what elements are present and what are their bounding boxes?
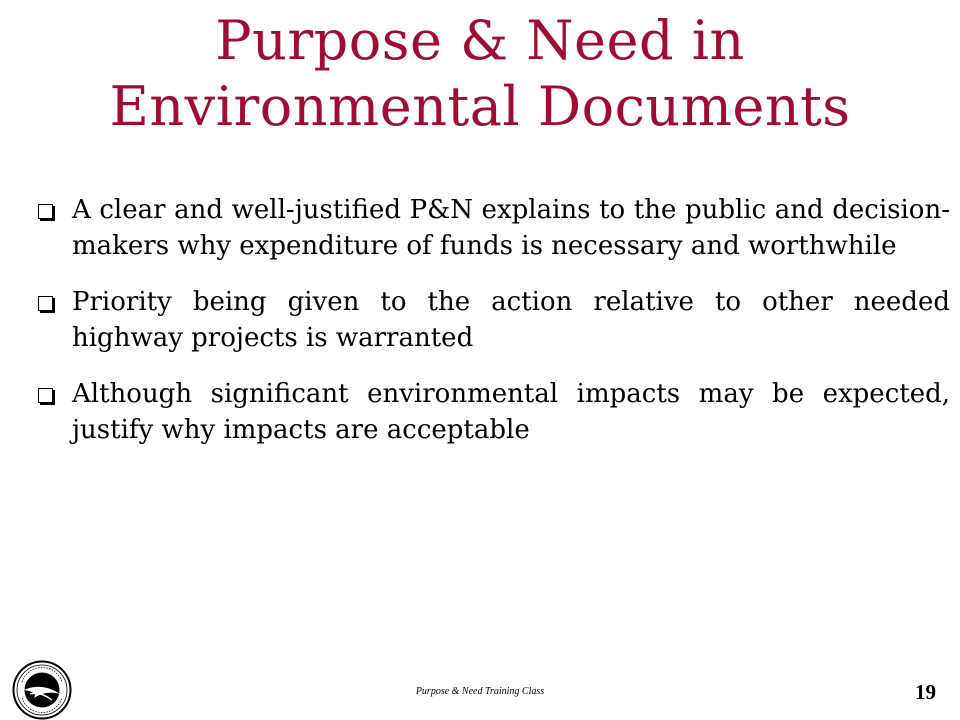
bullet-list bbox=[38, 192, 950, 468]
slide-title bbox=[20, 8, 940, 140]
checkbox-bullet-icon bbox=[38, 204, 53, 219]
bullet-item bbox=[38, 284, 950, 356]
bullet-item bbox=[38, 376, 950, 448]
bullet-text: Although significant environmental impacts may be expected, justify why impacts are acceptable bbox=[72, 379, 950, 445]
checkbox-bullet-icon bbox=[38, 388, 53, 403]
footer-course-name: Purpose & Need Training Class bbox=[415, 686, 545, 697]
bullet-text: A clear and well-justified P&N explains to the public and decision-makers why expenditure of funds is necessary and worthwhile bbox=[72, 195, 950, 261]
page-number: 19 bbox=[915, 680, 936, 704]
bullet-item bbox=[38, 192, 950, 264]
slide-title-line-2: Environmental Documents bbox=[109, 75, 851, 138]
checkbox-bullet-icon bbox=[38, 296, 53, 311]
bullet-text: Priority being given to the action relative to other needed highway projects is warranted bbox=[72, 287, 950, 353]
slide-title-line-1: Purpose & Need in bbox=[215, 9, 745, 72]
